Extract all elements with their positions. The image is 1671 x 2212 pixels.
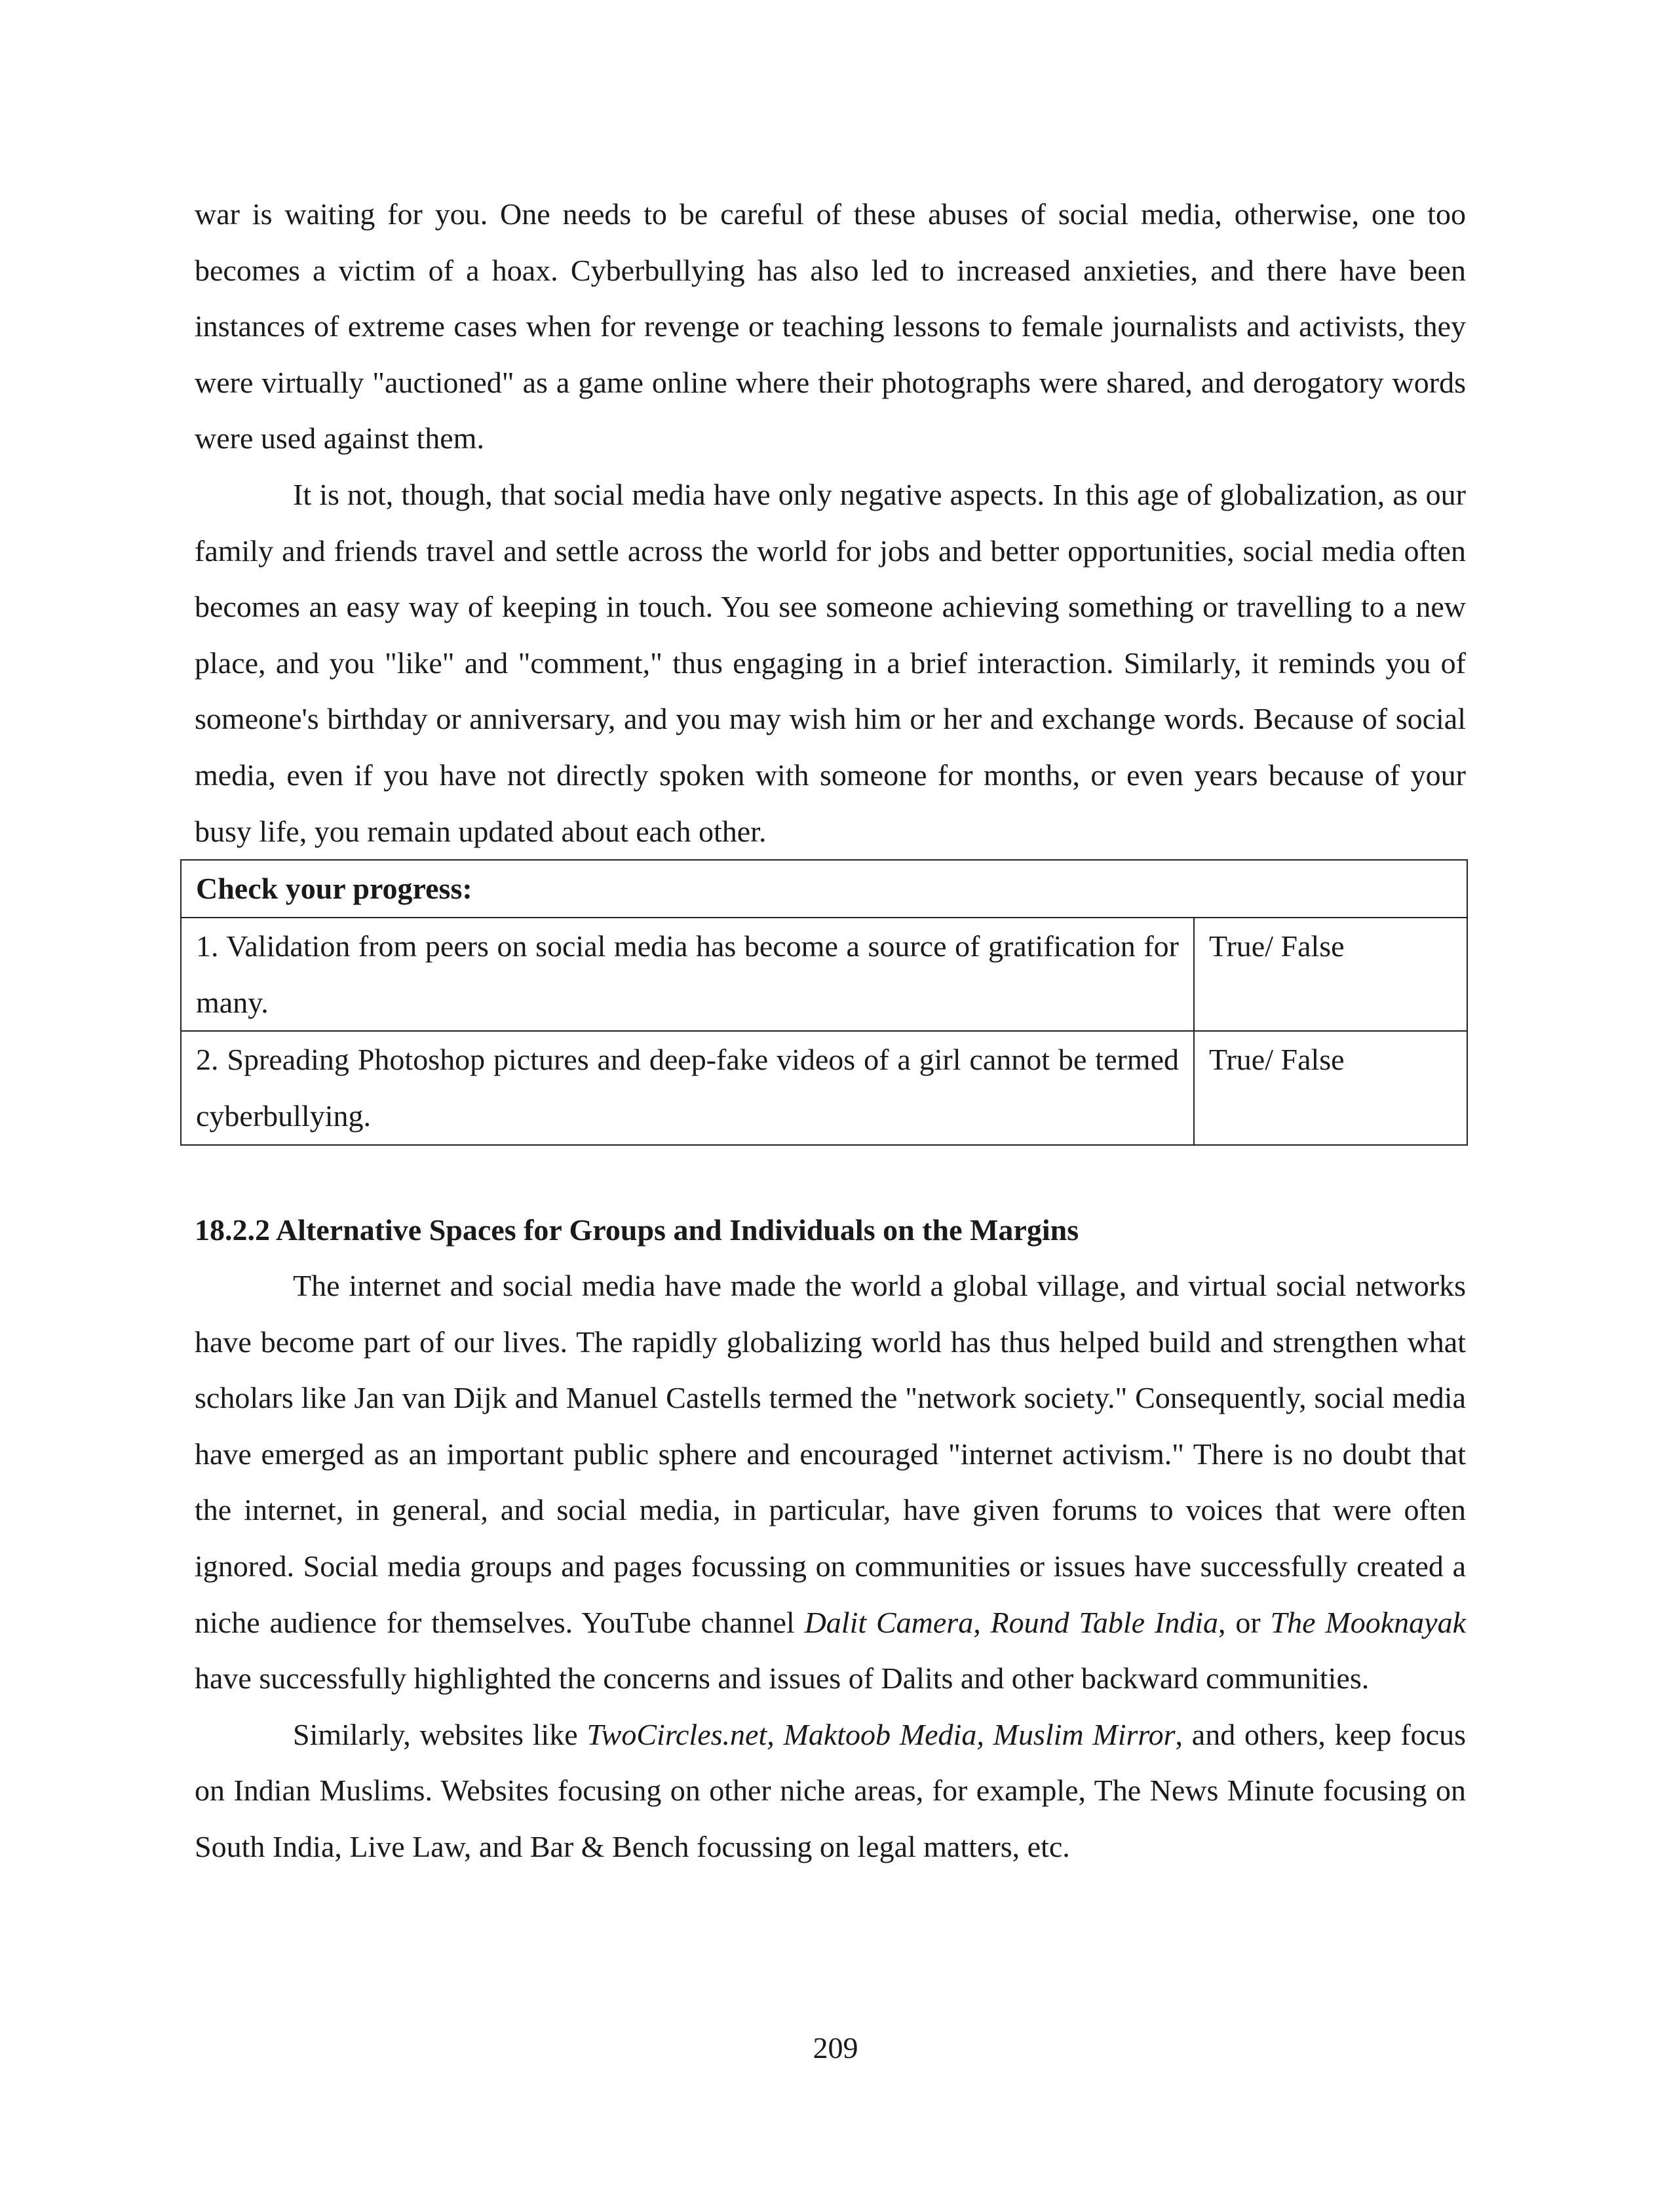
question-cell: 2. Spreading Photoshop pictures and deep-fake videos of a girl cannot be termed cyberbullying.: [181, 1031, 1194, 1144]
paragraph-text: Similarly, websites like: [293, 1717, 587, 1751]
table-header-row: [181, 860, 1467, 918]
italic-title: The Mooknayak: [1270, 1605, 1466, 1639]
paragraph-alternative-spaces: [195, 1258, 1466, 1707]
answer-cell: True/ False: [1194, 1031, 1467, 1144]
page-content: [195, 186, 1466, 1875]
answer-cell: True/ False: [1194, 918, 1467, 1031]
paragraph-websites: [195, 1707, 1466, 1875]
italic-title: TwoCircles.net, Maktoob Media, Muslim Mirror: [586, 1717, 1176, 1751]
page-number: 209: [813, 2031, 858, 2065]
paragraph-text: have successfully highlighted the concerns and issues of Dalits and other backward communities.: [195, 1661, 1370, 1696]
paragraph-cyberbullying: war is waiting for you. One needs to be careful of these abuses of social media, otherwise, one too becomes a victim of a hoax. Cyberbullying has also led to increased anxieties, and there have been instances of extreme cases when for revenge or teaching lessons to female journalists and activists, they were virtually "auctioned" as a game online where their photographs were shared, and derogatory words were used against them.: [195, 197, 1466, 456]
paragraph-text: , and others, keep focus on Indian Muslims. Websites focusing on other niche areas, for example, The News Minute focusing on South India, Live Law, and Bar & Bench focussing on legal matters, etc.: [195, 1717, 1466, 1864]
table-row: [181, 918, 1467, 1031]
section-heading: 18.2.2 Alternative Spaces for Groups and Individuals on the Margins: [195, 1213, 1079, 1247]
check-progress-table: [180, 859, 1468, 1145]
question-cell: 1. Validation from peers on social media has become a source of gratification for many.: [181, 918, 1194, 1031]
paragraph-text: The internet and social media have made the world a global village, and virtual social networks have become part of our lives. The rapidly globalizing world has thus helped build and strengthen what scholars like Jan van Dijk and Manuel Castells termed the "network society." Consequently, social media have emerged as an important public sphere and encouraged "internet activism." There is no doubt that the internet, in general, and social media, in particular, have given forums to voices that were often ignored. Social media groups and pages focussing on communities or issues have successfully created a niche audience for themselves. YouTube channel: [195, 1269, 1466, 1639]
italic-title: Dalit Camera, Round Table India: [804, 1605, 1219, 1639]
paragraph-positive-aspects: It is not, though, that social media have only negative aspects. In this age of globalization, as our family and friends travel and settle across the world for jobs and better opportunities, social media often becomes an easy way of keeping in touch. You see someone achieving something or travelling to a new place, and you "like" and "comment," thus engaging in a brief interaction. Similarly, it reminds you of someone's birthday or anniversary, and you may wish him or her and exchange words. Because of social media, even if you have not directly spoken with someone for months, or even years because of your busy life, you remain updated about each other.: [195, 477, 1466, 848]
table-row: [181, 1031, 1467, 1144]
table-header-cell: Check your progress:: [181, 860, 1467, 918]
paragraph-text: , or: [1218, 1605, 1271, 1639]
